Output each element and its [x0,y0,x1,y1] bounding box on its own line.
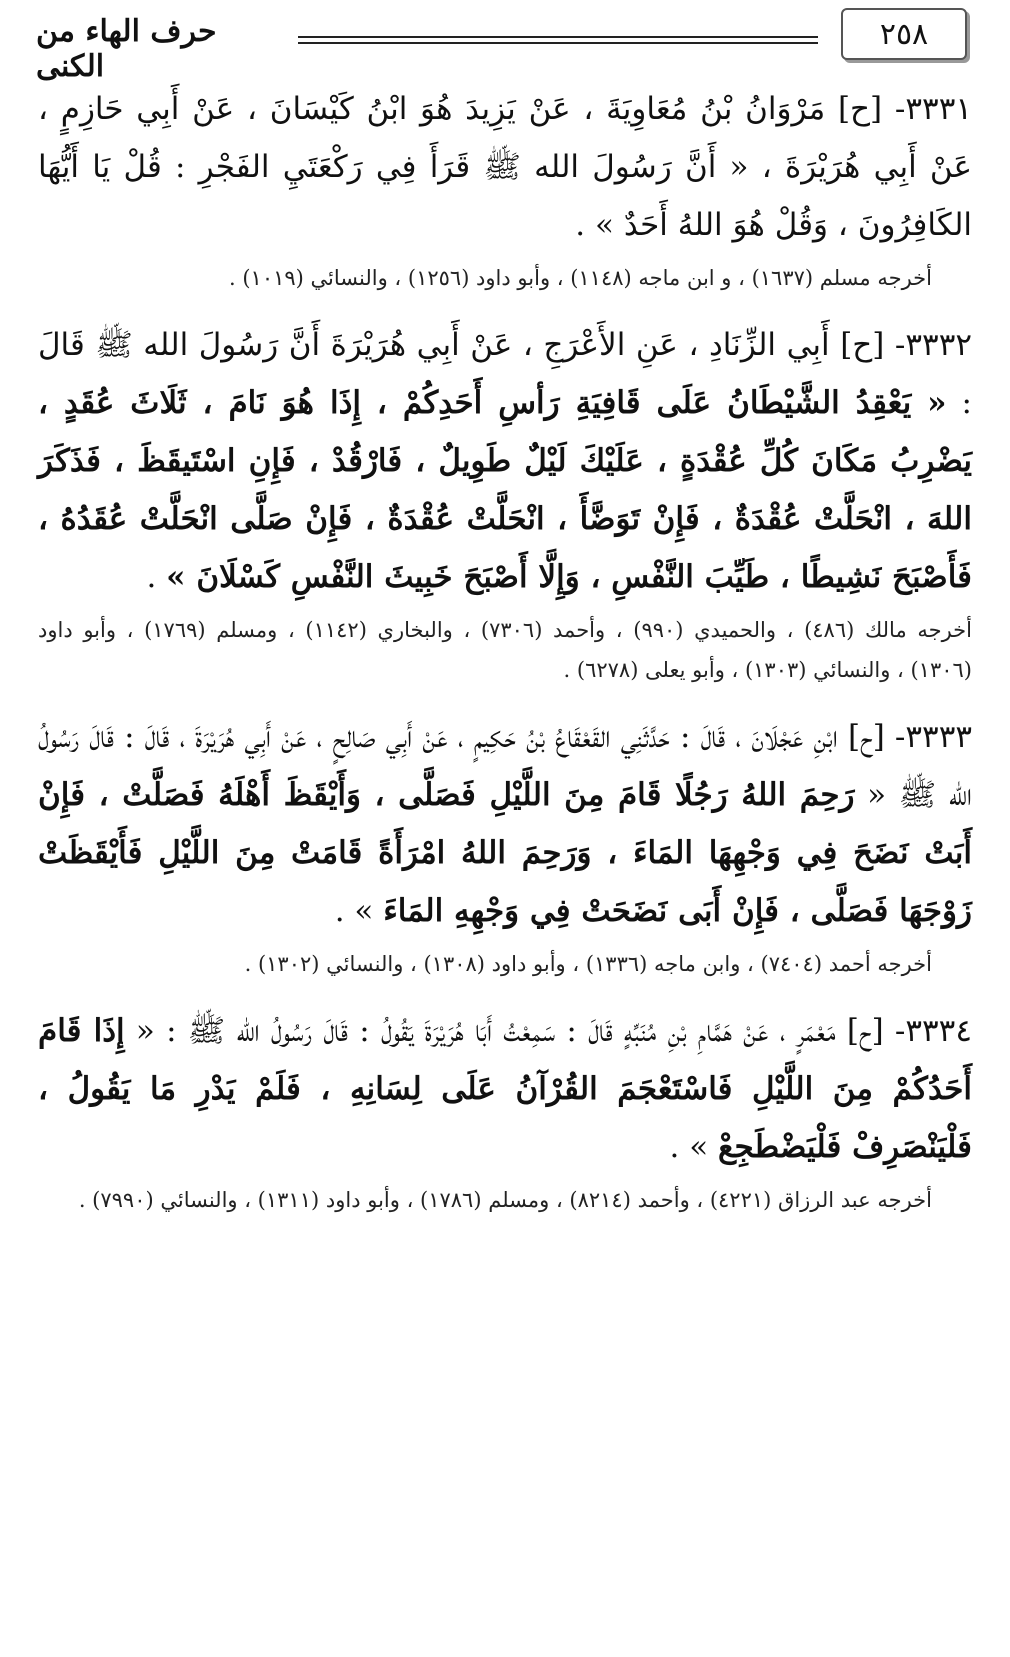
hadith-entry [38,80,972,298]
hadith-matn: رَحِمَ اللهُ رَجُلًا قَامَ مِنَ اللَّيْلِ فَصَلَّى ، وَأَيْقَظَ أَهْلَهُ فَصَلَّتْ ، فَإِنْ أَبَتْ نَضَحَ فِي وَجْهِهَا المَاءَ ، وَرَحِمَ اللهُ امْرَأَةً قَامَتْ مِنَ اللَّيْلِ فَأَيْقَظَتْ زَوْجَهَا فَصَلَّى ، فَإِنْ أَبَى نَضَحَتْ فِي وَجْهِهِ المَاءَ [38,777,972,929]
hadith-entry [38,1002,972,1220]
page-header [36,8,974,84]
takhrij-note: أخرجه مسلم (١٦٣٧) ، و ابن ماجه (١١٤٨) ، وأبو داود (١٢٥٦) ، والنسائي (١٠١٩) . [229,266,932,290]
hadith-number: ٣٣٣٢- [ح] [840,327,972,363]
hadith-text [38,708,972,940]
hadith-number: ٣٣٣٤- [ح] [846,1013,972,1049]
hadith-entry [38,316,972,690]
takhrij-note: أخرجه عبد الرزاق (٤٢٢١) ، وأحمد (٨٢١٤) ، ومسلم (١٧٨٦) ، وأبو داود (١٣١١) ، والنسائي (٧٩٩٠) . [78,1188,932,1212]
takhrij-note: أخرجه أحمد (٧٤٠٤) ، وابن ماجه (١٣٣٦) ، وأبو داود (١٣٠٨) ، والنسائي (١٣٠٢) . [244,952,932,976]
hadith-text [38,316,972,606]
isnad-chain: أَبِي الزِّنَادِ ، عَنِ الأَعْرَجِ ، عَنْ أَبِي هُرَيْرَةَ أَنَّ رَسُولَ الله ﷺ قَالَ : [38,327,972,421]
hadith-text [38,1002,972,1176]
hadith-number: ٣٣٣٣- [ح] [848,719,972,755]
isnad-chain: مَعْمَرٍ ، عَنْ هَمَّامِ بْنِ مُنَبِّهٍ قَالَ : سَمِعْتُ أَبَا هُرَيْرَةَ يَقُولُ : قَالَ رَسُولُ الله ﷺ : « [124,1013,847,1049]
hadith-matn: « يَعْقِدُ الشَّيْطَانُ عَلَى قَافِيَةِ رَأسِ أَحَدِكُمْ ، إِذَا هُوَ نَامَ ، ثَلَاثَ عُقَدٍ ، يَضْرِبُ مَكَانَ كُلِّ عُقْدَةٍ ، عَلَيْكَ لَيْلٌ طَوِيلٌ ، فَارْقُدْ ، فَإِنِ اسْتَيقَظَ ، فَذَكَرَ اللهَ ، انْحَلَّتْ عُقْدَةٌ ، فَإِنْ تَوَضَّأَ ، انْحَلَّتْ عُقْدَةٌ ، فَإِنْ صَلَّى انْحَلَّتْ عُقَدُهُ ، فَأَصْبَحَ نَشِيطًا ، طَيِّبَ النَّفْسِ ، وَإِلَّا أَصْبَحَ خَبِيثَ النَّفْسِ كَسْلَانَ » [38,385,972,595]
hadith-end: » . [334,893,384,929]
chapter-title: حرف الهاء من الكنى [36,14,217,84]
hadith-entry [38,708,972,984]
hadith-end: » . [669,1129,719,1165]
hadith-text [38,80,972,254]
hadith-number: ٣٣٣١- [ح] [837,91,972,127]
isnad-chain: ابْنِ عَجْلَانَ ، قَالَ : حَدَّثَنِي القَعْقَاعُ بْنُ حَكِيمٍ ، عَنْ أَبِي صَالِحٍ ، عَنْ أَبِي هُرَيْرَةَ ، قَالَ : قَالَ رَسُولُ الله ﷺ « [38,719,972,813]
page-number: ٢٥٨ [841,8,967,60]
isnad-chain: مَرْوَانُ بْنُ مُعَاوِيَةَ ، عَنْ يَزِيدَ هُوَ ابْنُ كَيْسَانَ ، عَنْ أَبِي حَازِمٍ ، عَنْ أَبِي هُرَيْرَةَ ، « أَنَّ رَسُولَ الله ﷺ قَرَأَ فِي رَكْعَتَيِ الفَجْرِ : قُلْ يَا أَيُّهَا الكَافِرُونَ ، وَقُلْ هُوَ اللهُ أَحَدٌ » . [38,91,972,243]
page-body [38,80,972,1238]
takhrij-note: أخرجه مالك (٤٨٦) ، والحميدي (٩٩٠) ، وأحمد (٧٣٠٦) ، والبخاري (١١٤٢) ، ومسلم (١٧٦٩) ، وأبو داود (١٣٠٦) ، والنسائي (١٣٠٣) ، وأبو يعلى (٦٢٧٨) . [38,618,972,682]
hadith-matn: إِذَا قَامَ أَحَدُكُمْ مِنَ اللَّيْلِ فَاسْتَعْجَمَ القُرْآنُ عَلَى لِسَانِهِ ، فَلَمْ يَدْرِ مَا يَقُولُ ، فَلْيَنْصَرِفْ فَلْيَضْطَجِعْ [38,1013,972,1165]
header-divider [298,36,818,44]
hadith-end: . [146,559,167,595]
